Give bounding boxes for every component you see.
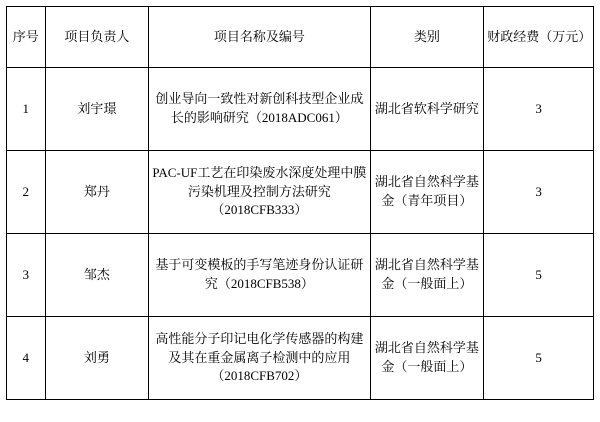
cell-type: 湖北省自然科学基金（一般面上）: [370, 317, 484, 400]
cell-leader: 郑丹: [45, 151, 149, 234]
cell-leader: 刘宇璟: [45, 68, 149, 151]
cell-fund: 3: [484, 151, 594, 234]
table-header: [7, 7, 594, 68]
cell-project-name: 创业导向一致性对新创科技型企业成长的影响研究（2018ADC061）: [149, 68, 370, 151]
cell-project-name: 高性能分子印记电化学传感器的构建及其在重金属离子检测中的应用（2018CFB702）: [149, 317, 370, 400]
cell-type: 湖北省自然科学基金（青年项目）: [370, 151, 484, 234]
column-header-type: 类别: [370, 7, 484, 68]
cell-leader: 邹杰: [45, 234, 149, 317]
table-row: [7, 317, 594, 400]
column-header-fund: 财政经费（万元）: [484, 7, 594, 68]
cell-no: 2: [7, 151, 46, 234]
column-header-leader: 项目负责人: [45, 7, 149, 68]
cell-no: 4: [7, 317, 46, 400]
cell-fund: 5: [484, 317, 594, 400]
table-row: [7, 234, 594, 317]
cell-project-name: 基于可变模板的手写笔迹身份认证研究（2018CFB538）: [149, 234, 370, 317]
cell-no: 1: [7, 68, 46, 151]
table-row: [7, 151, 594, 234]
cell-fund: 3: [484, 68, 594, 151]
table-row: [7, 68, 594, 151]
column-header-no: 序号: [7, 7, 46, 68]
cell-no: 3: [7, 234, 46, 317]
table-body: [7, 68, 594, 400]
cell-fund: 5: [484, 234, 594, 317]
table-header-row: [7, 7, 594, 68]
cell-project-name: PAC-UF工艺在印染废水深度处理中膜污染机理及控制方法研究（2018CFB333）: [149, 151, 370, 234]
document-page: [0, 6, 600, 422]
column-header-name: 项目名称及编号: [149, 7, 370, 68]
cell-leader: 刘勇: [45, 317, 149, 400]
cell-type: 湖北省软科学研究: [370, 68, 484, 151]
cell-type: 湖北省自然科学基金（一般面上）: [370, 234, 484, 317]
project-table: [6, 6, 594, 400]
